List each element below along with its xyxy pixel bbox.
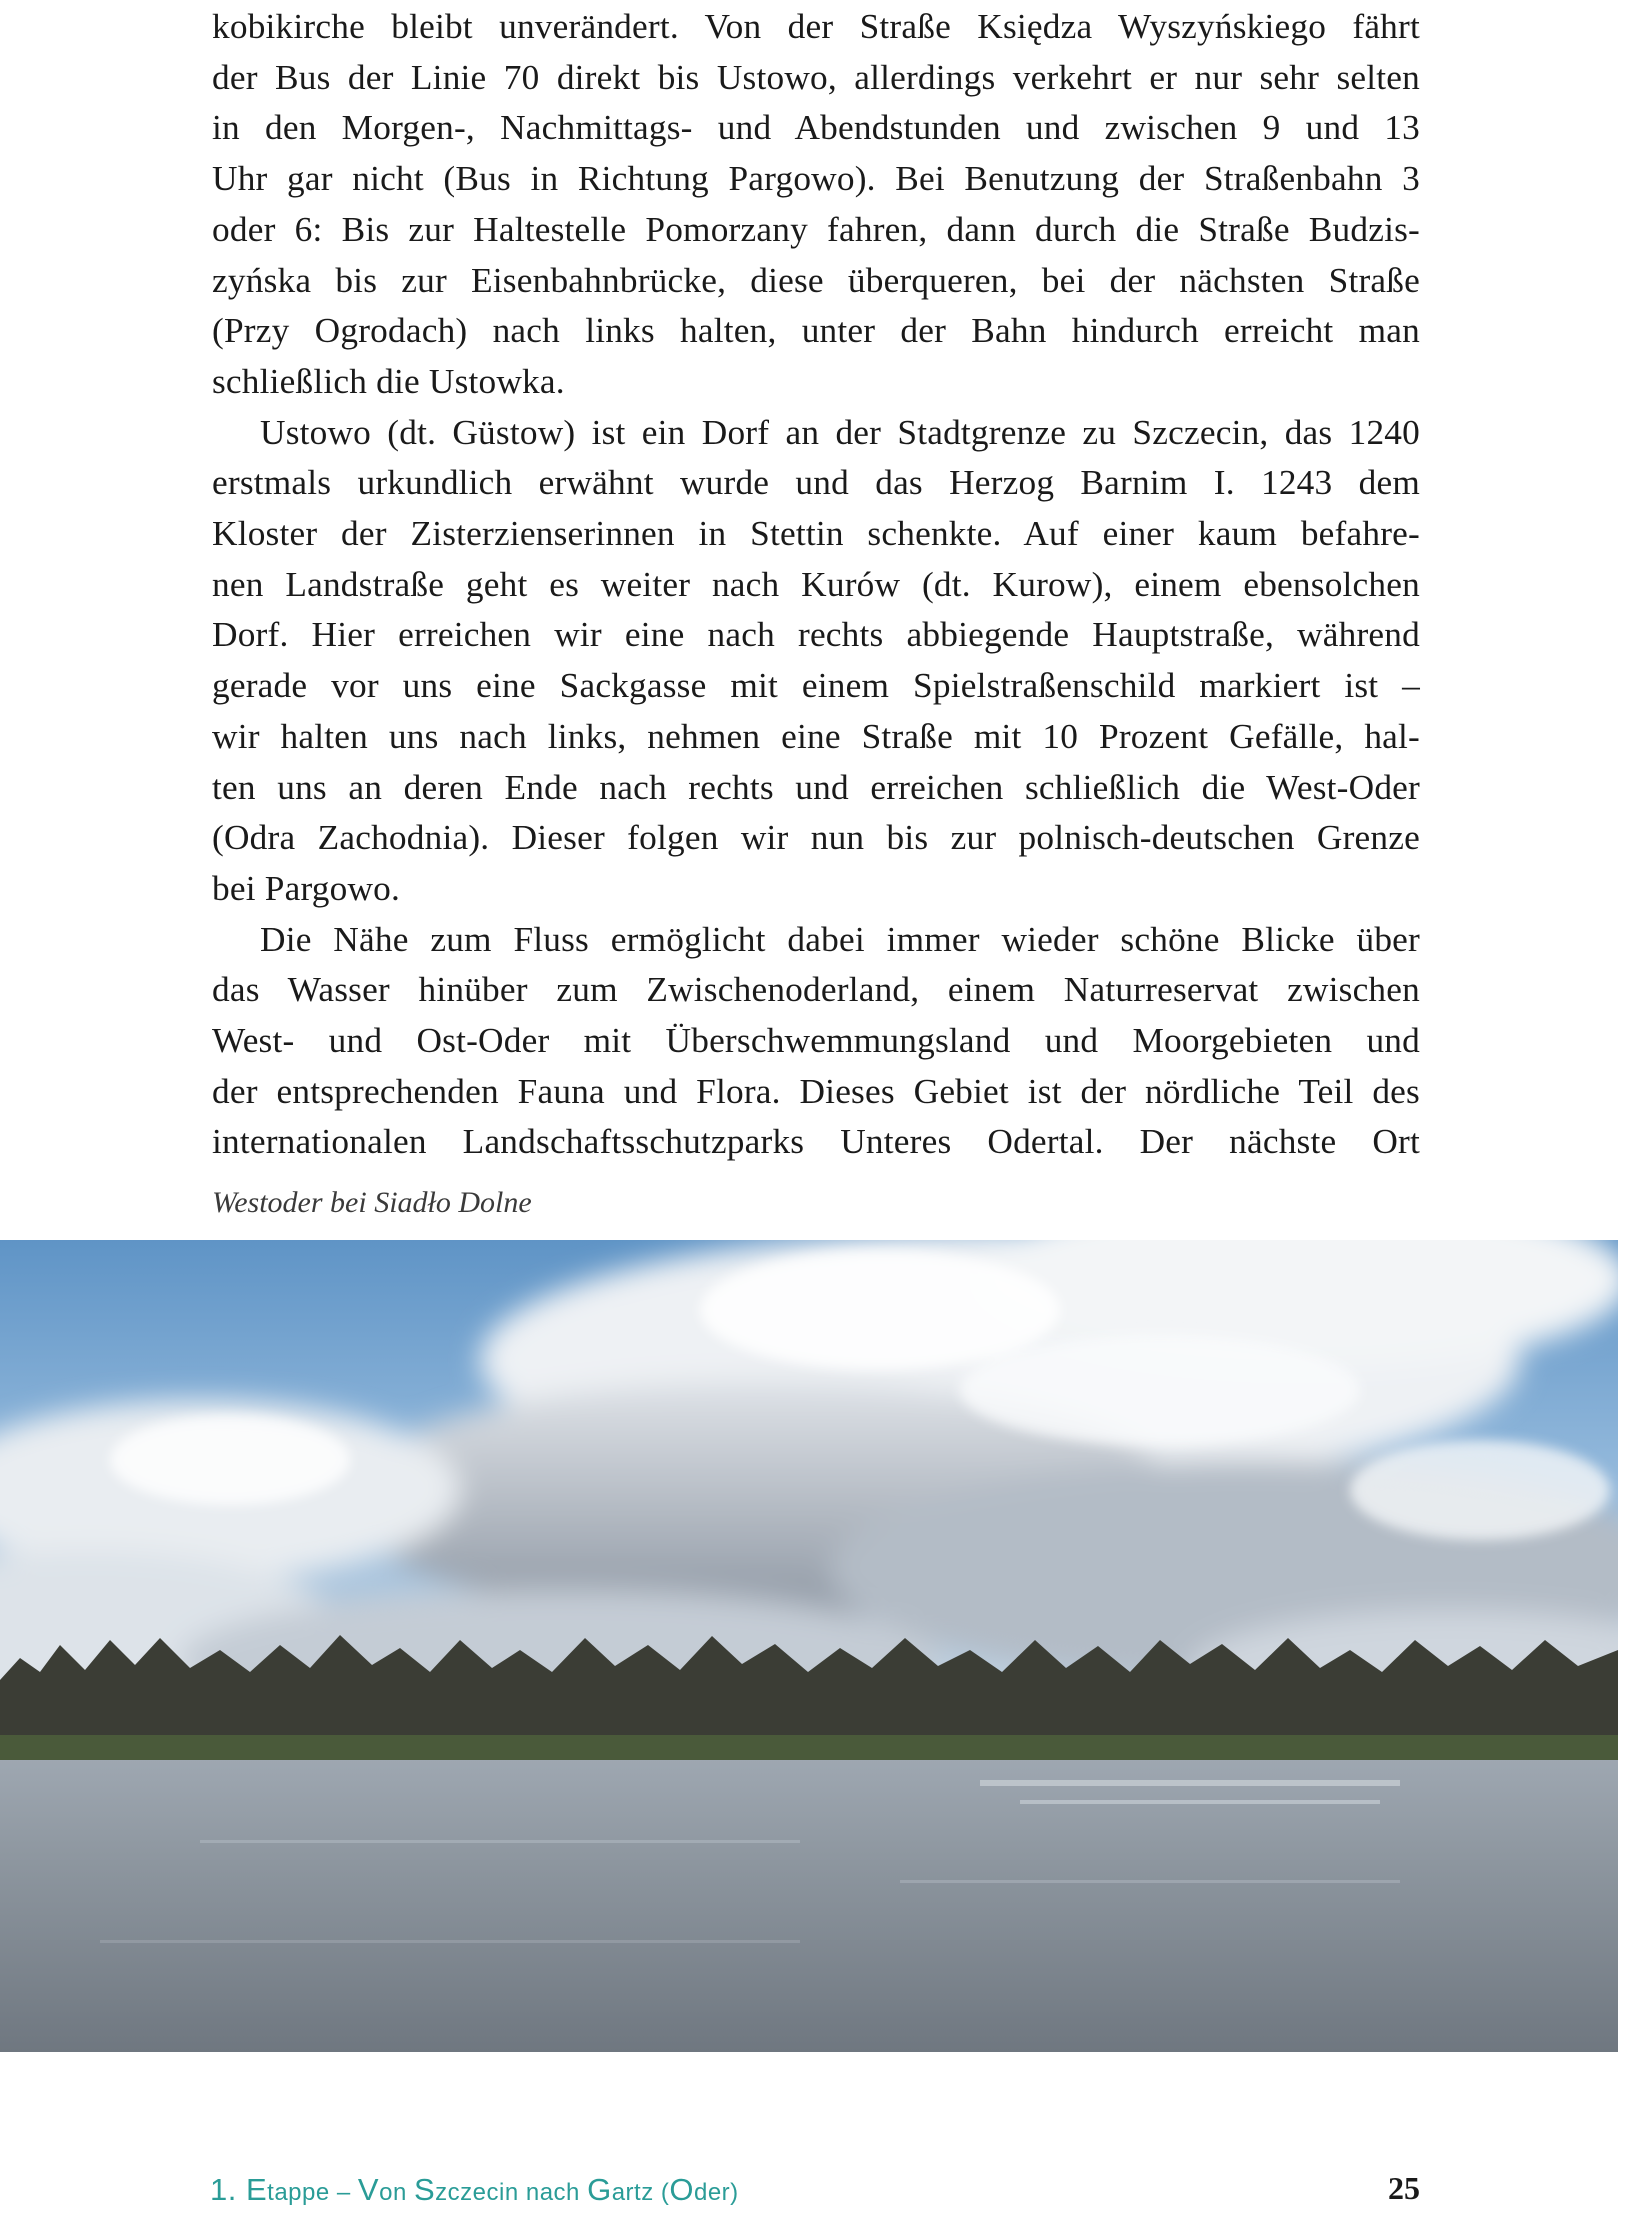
text-line: Dorf. Hier erreichen wir eine nach rechts abbiegende Hauptstraße, während: [212, 615, 1420, 655]
text-line: (Przy Ogrodach) nach links halten, unter der Bahn hindurch erreicht man: [212, 311, 1420, 351]
text-line: oder 6: Bis zur Haltestelle Pomorzany fahren, dann durch die Straße Budzis-: [212, 209, 1420, 249]
text-line: das Wasser hinüber zum Zwischenoderland, einem Naturreservat zwischen: [212, 970, 1420, 1010]
body-text: [212, 2, 1420, 1168]
text-line: schließlich die Ustowka.: [212, 361, 565, 401]
page-number: 25: [1388, 2170, 1420, 2206]
river-landscape-photo: [0, 1240, 1618, 2052]
text-line: nen Landstraße geht es weiter nach Kurów (dt. Kurow), einem ebensolchen: [212, 564, 1420, 604]
text-line: (Odra Zachodnia). Dieser folgen wir nun bis zur polnisch-deutschen Grenze: [212, 818, 1420, 858]
text-line: Ustowo (dt. Güstow) ist ein Dorf an der Stadtgrenze zu Szczecin, das 1240: [260, 412, 1420, 452]
photo-caption: Westoder bei Siadło Dolne: [212, 1186, 532, 1219]
chapter-running-title: 1. Etappe – Von Szczecin nach Gartz (Oder): [210, 2172, 739, 2207]
text-line: wir halten uns nach links, nehmen eine Straße mit 10 Prozent Gefälle, hal-: [212, 716, 1420, 756]
text-line: Die Nähe zum Fluss ermöglicht dabei immer wieder schöne Blicke über: [260, 919, 1420, 959]
text-line: zyńska bis zur Eisenbahnbrücke, diese überqueren, bei der nächsten Straße: [212, 260, 1420, 300]
text-line: gerade vor uns eine Sackgasse mit einem Spielstraßenschild markiert ist –: [212, 666, 1420, 706]
text-line: in den Morgen-, Nachmittags- und Abendstunden und zwischen 9 und 13: [212, 108, 1420, 148]
text-line: ten uns an deren Ende nach rechts und erreichen schließlich die West-Oder: [212, 767, 1420, 807]
text-line: West- und Ost-Oder mit Überschwemmungsland und Moorgebieten und: [212, 1021, 1420, 1061]
text-line: der Bus der Linie 70 direkt bis Ustowo, allerdings verkehrt er nur sehr selten: [212, 57, 1420, 97]
text-line: kobikirche bleibt unverändert. Von der Straße Księdza Wyszyńskiego fährt: [212, 7, 1420, 46]
text-line: Uhr gar nicht (Bus in Richtung Pargowo). Bei Benutzung der Straßenbahn 3: [212, 159, 1420, 199]
text-line: bei Pargowo.: [212, 868, 401, 908]
text-line: der entsprechenden Fauna und Flora. Dieses Gebiet ist der nördliche Teil des: [212, 1071, 1420, 1111]
text-line: Kloster der Zisterzienserinnen in Stettin schenkte. Auf einer kaum befahre-: [212, 514, 1420, 554]
text-line: internationalen Landschaftsschutzparks Unteres Odertal. Der nächste Ort: [212, 1122, 1420, 1162]
text-line: erstmals urkundlich erwähnt wurde und das Herzog Barnim I. 1243 dem: [212, 463, 1420, 503]
